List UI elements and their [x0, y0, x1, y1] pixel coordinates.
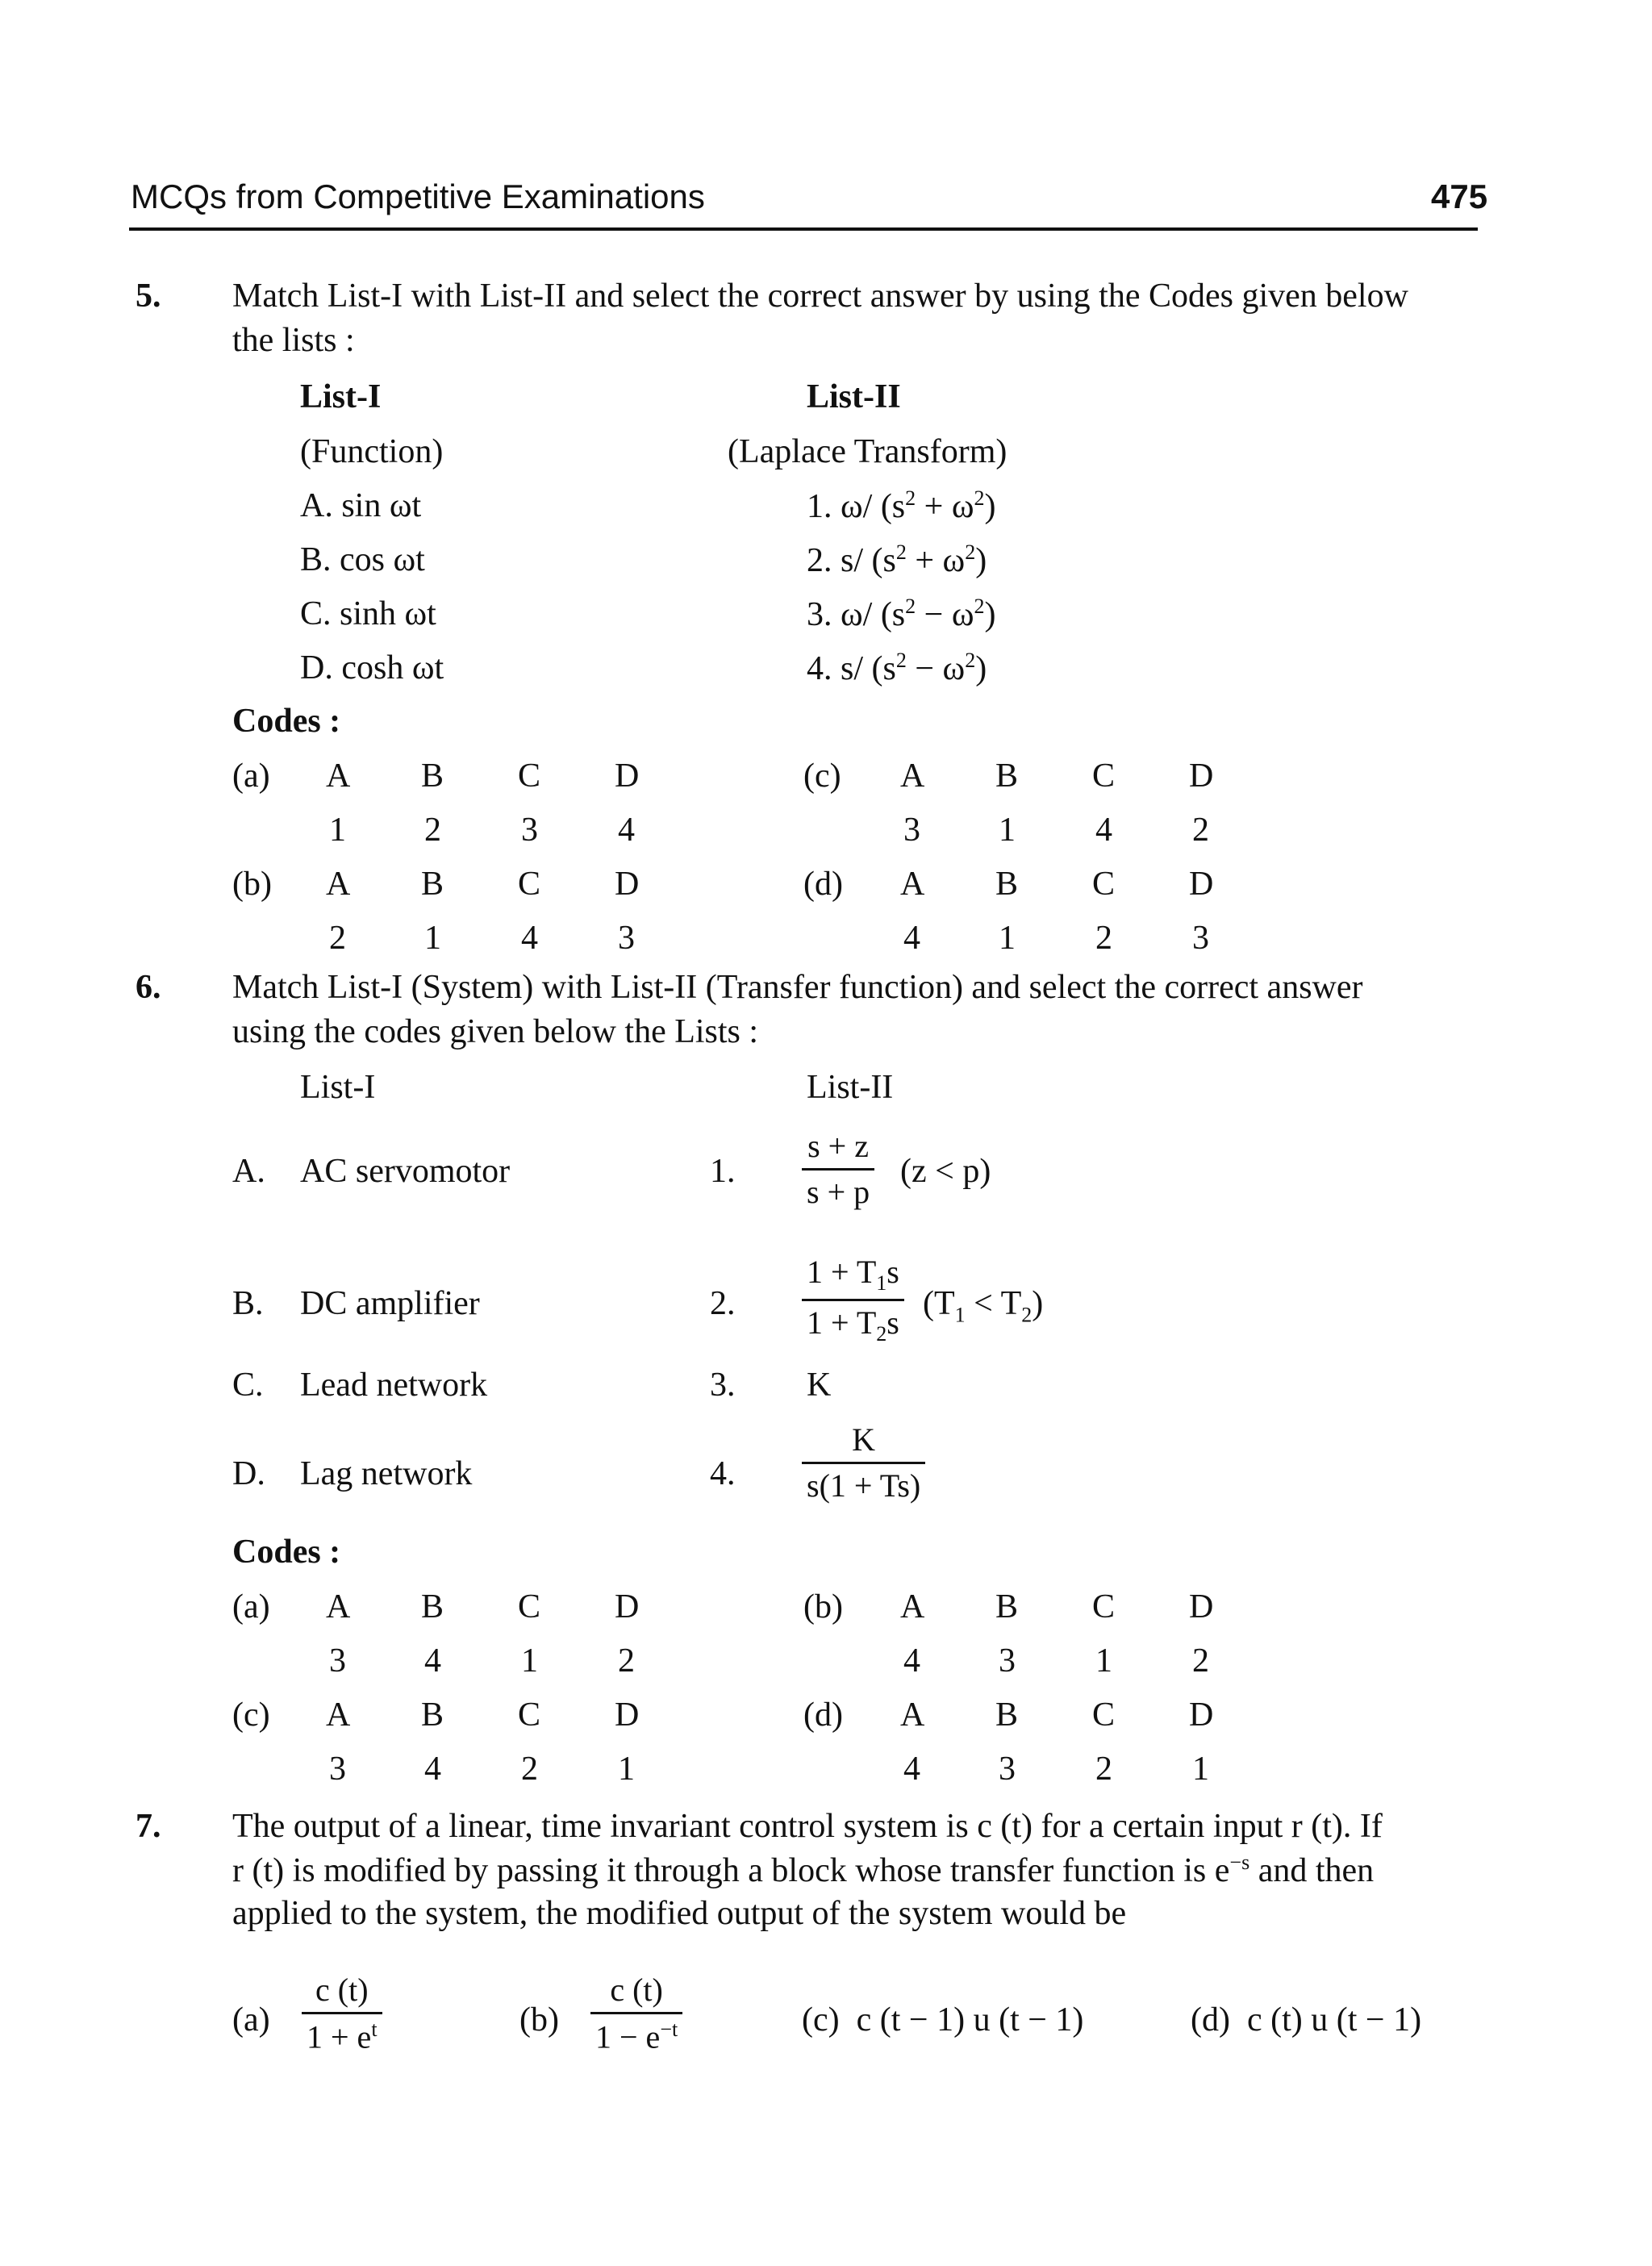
option-a-numerator: c (t)	[315, 1972, 369, 2008]
question-text: Match List-I (System) with List-II (Transfer function) and select the correct answer	[232, 969, 1363, 1006]
code-value: 3	[329, 1642, 346, 1680]
tf-2-condition: $(T_1 < T_2)$	[923, 1285, 1044, 1327]
tf-4-fraction	[802, 1421, 925, 1504]
code-head: C	[518, 1696, 541, 1734]
code-value: 4	[424, 1642, 441, 1680]
list-2-subheading: (Laplace Transform)	[728, 433, 1007, 470]
code-value: 1	[1095, 1642, 1112, 1680]
option-b-fraction	[590, 1972, 682, 2055]
code-head: B	[421, 1588, 444, 1625]
code-value: 3	[903, 812, 920, 849]
tf-number: 4.	[710, 1455, 736, 1492]
code-head: C	[1092, 866, 1116, 903]
tf-4-numerator: K	[852, 1421, 876, 1458]
tf-1-fraction	[802, 1128, 874, 1211]
system-letter: A.	[232, 1153, 265, 1190]
option-b-numerator: c (t)	[610, 1972, 663, 2008]
code-head: A	[326, 1588, 351, 1625]
code-value: 4	[1095, 812, 1112, 849]
code-head: A	[900, 757, 925, 795]
codes-label: Codes :	[232, 703, 341, 740]
tf-number: 3.	[710, 1367, 736, 1404]
code-value: 1	[999, 812, 1016, 849]
code-option-label: (a)	[232, 757, 270, 795]
code-value: 3	[521, 812, 538, 849]
tf-3: K	[807, 1367, 832, 1404]
list-1-item: B. cos ωt	[300, 541, 425, 578]
option-d: (d) c (t) u (t − 1)	[1191, 2001, 1422, 2039]
code-option-label: (d)	[803, 1696, 843, 1734]
code-head: C	[1092, 1696, 1116, 1734]
question-text: the lists :	[232, 322, 355, 359]
system-name: AC servomotor	[300, 1153, 511, 1190]
code-head: A	[326, 757, 351, 795]
option-a-denominator: $1 + e^t$	[302, 2012, 382, 2055]
code-value: 1	[1192, 1751, 1209, 1788]
option-c: (c) c (t − 1) u (t − 1)	[802, 2001, 1084, 2039]
code-head: D	[1189, 757, 1214, 795]
code-head: A	[900, 1588, 925, 1625]
system-name: Lag network	[300, 1455, 473, 1492]
code-value: 3	[999, 1642, 1016, 1680]
system-name: DC amplifier	[300, 1285, 480, 1322]
code-value: 2	[1192, 1642, 1209, 1680]
code-value: 3	[1192, 920, 1209, 957]
code-value: 1	[329, 812, 346, 849]
code-head: C	[1092, 1588, 1116, 1625]
code-value: 1	[424, 920, 441, 957]
list-2-heading: List-II	[807, 1069, 894, 1106]
code-value: 4	[903, 920, 920, 957]
question-text: r (t) is modified by passing it through a block whose transfer function is $e^{-s}$ and then	[232, 1851, 1375, 1889]
code-value: 1	[521, 1642, 538, 1680]
code-value: 1	[618, 1751, 635, 1788]
code-head: C	[518, 1588, 541, 1625]
code-head: B	[995, 757, 1019, 795]
code-option-label: (a)	[232, 1588, 270, 1625]
option-b-label: (b)	[519, 2001, 559, 2039]
code-value: 3	[999, 1751, 1016, 1788]
question-text: using the codes given below the Lists :	[232, 1013, 759, 1050]
code-head: D	[615, 1588, 640, 1625]
code-head: D	[1189, 1588, 1214, 1625]
code-value: 1	[999, 920, 1016, 957]
question-text: The output of a linear, time invariant control system is c (t) for a certain input r (t). If	[232, 1808, 1383, 1845]
list-1-heading: List-I	[300, 378, 382, 415]
option-b-denominator: $1 - e^{-t}$	[590, 2012, 682, 2055]
code-head: A	[326, 1696, 351, 1734]
code-value: 2	[1192, 812, 1209, 849]
option-a-fraction	[302, 1972, 382, 2055]
code-value: 2	[1095, 1751, 1112, 1788]
tf-2-numerator: $1 + T_1s$	[807, 1254, 899, 1295]
code-head: B	[421, 1696, 444, 1734]
code-head: D	[615, 866, 640, 903]
question-text: applied to the system, the modified output of the system would be	[232, 1895, 1127, 1932]
tf-2-fraction	[802, 1254, 904, 1346]
option-a-label: (a)	[232, 2001, 270, 2039]
code-head: B	[995, 1588, 1019, 1625]
tf-2-denominator: $1 + T_2s$	[802, 1299, 904, 1346]
question-number: 7.	[136, 1808, 161, 1845]
code-value: 2	[521, 1751, 538, 1788]
list-1-item: A. sin ωt	[300, 487, 422, 524]
code-head: D	[615, 1696, 640, 1734]
question-text: Match List-I with List-II and select the correct answer by using the Codes given below	[232, 278, 1408, 315]
list-1-subheading: (Function)	[300, 433, 444, 470]
code-head: B	[995, 1696, 1019, 1734]
code-value: 2	[1095, 920, 1112, 957]
code-head: B	[421, 866, 444, 903]
tf-number: 1.	[710, 1153, 736, 1190]
code-value: 2	[329, 920, 346, 957]
list-1-item: C. sinh ωt	[300, 595, 436, 632]
code-value: 3	[329, 1751, 346, 1788]
code-option-label: (b)	[232, 866, 272, 903]
list-2-item: 3. ω/ $(s^2 - \omega^2)$	[807, 595, 996, 633]
page-number: 475	[1431, 177, 1488, 215]
running-header-title: MCQs from Competitive Examinations	[131, 177, 705, 215]
code-head: C	[518, 866, 541, 903]
system-name: Lead network	[300, 1367, 488, 1404]
code-option-label: (c)	[803, 757, 841, 795]
code-head: A	[900, 866, 925, 903]
list-1-item: D. cosh ωt	[300, 649, 444, 686]
list-1-heading: List-I	[300, 1069, 376, 1106]
question-number: 5.	[136, 278, 161, 315]
code-value: 4	[903, 1751, 920, 1788]
system-letter: D.	[232, 1455, 265, 1492]
tf-1-condition: (z < p)	[900, 1153, 991, 1190]
tf-1-numerator: s + z	[807, 1128, 869, 1164]
code-head: A	[326, 866, 351, 903]
code-option-label: (b)	[803, 1588, 843, 1625]
code-value: 4	[903, 1642, 920, 1680]
code-head: A	[900, 1696, 925, 1734]
code-option-label: (d)	[803, 866, 843, 903]
system-letter: B.	[232, 1285, 264, 1322]
code-head: D	[615, 757, 640, 795]
code-head: D	[1189, 1696, 1214, 1734]
question-number: 6.	[136, 969, 161, 1006]
code-head: D	[1189, 866, 1214, 903]
list-2-item: 4. s/ $(s^2 - \omega^2)$	[807, 649, 987, 687]
code-head: B	[995, 866, 1019, 903]
code-head: C	[1092, 757, 1116, 795]
list-2-item: 1. ω/ $(s^2 + \omega^2)$	[807, 486, 996, 525]
code-value: 4	[521, 920, 538, 957]
tf-1-denominator: s + p	[802, 1168, 874, 1211]
code-head: C	[518, 757, 541, 795]
code-option-label: (c)	[232, 1696, 270, 1734]
code-head: B	[421, 757, 444, 795]
list-2-item: 2. s/ $(s^2 + \omega^2)$	[807, 540, 987, 579]
list-2-heading: List-II	[807, 378, 901, 415]
code-value: 4	[618, 812, 635, 849]
tf-number: 2.	[710, 1285, 736, 1322]
code-value: 2	[424, 812, 441, 849]
codes-label: Codes :	[232, 1534, 341, 1571]
code-value: 4	[424, 1751, 441, 1788]
header-rule	[129, 227, 1478, 231]
code-value: 2	[618, 1642, 635, 1680]
code-value: 3	[618, 920, 635, 957]
tf-4-denominator: s(1 + Ts)	[802, 1462, 925, 1504]
system-letter: C.	[232, 1367, 264, 1404]
